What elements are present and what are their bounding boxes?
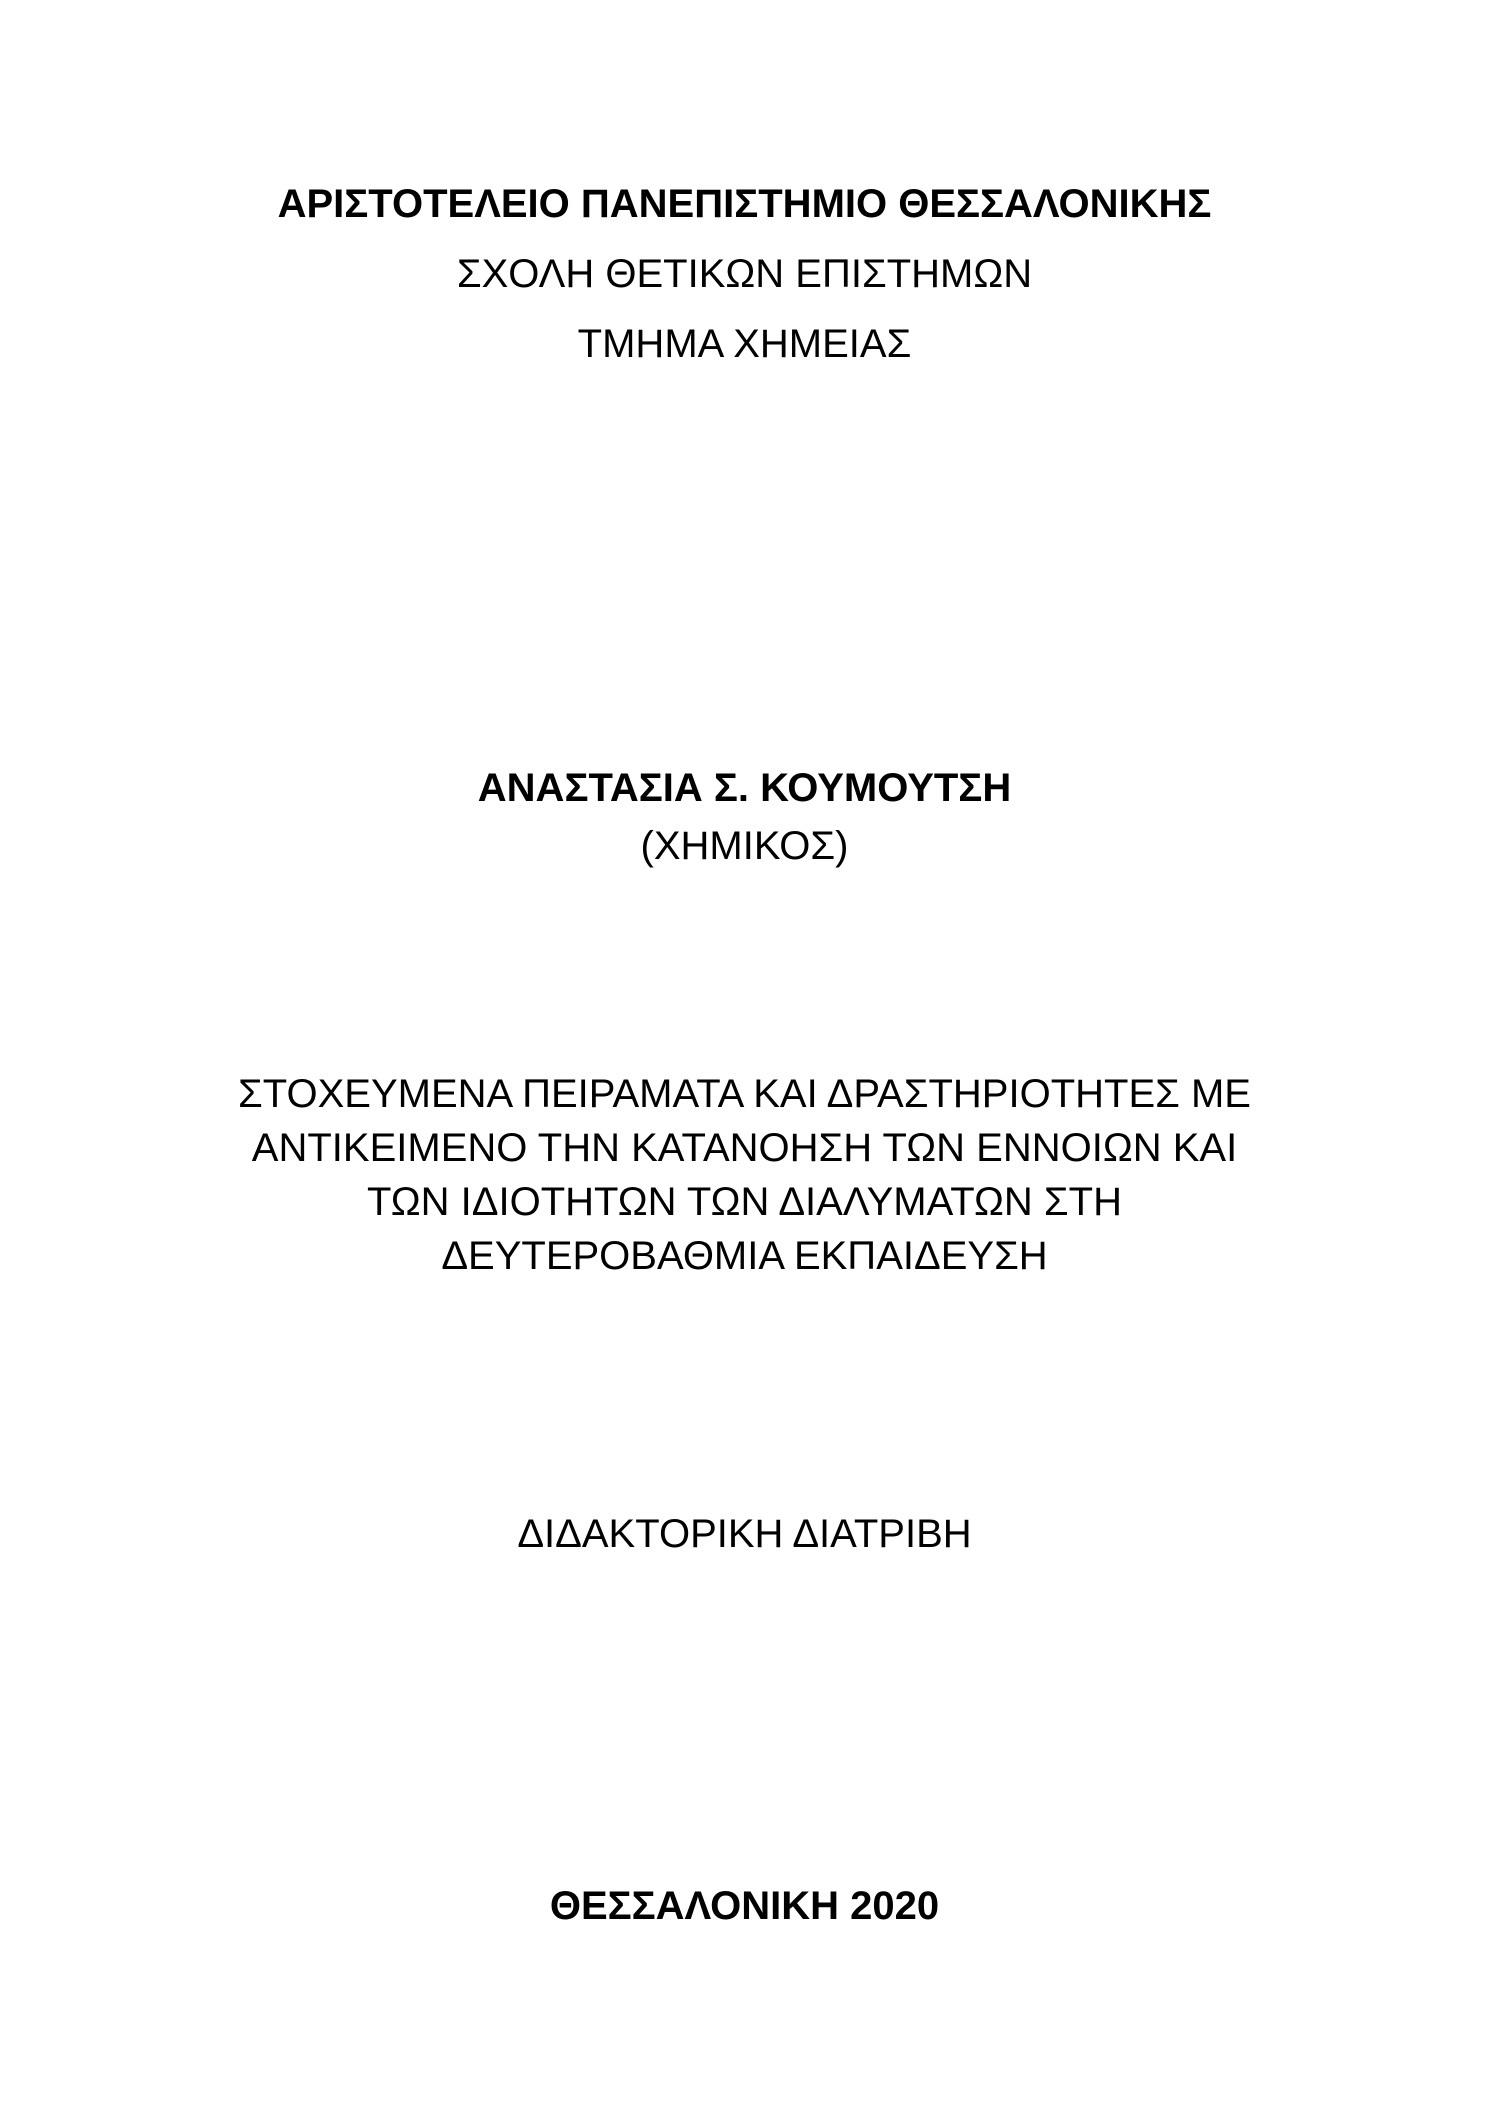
university-name: ΑΡΙΣΤΟΤΕΛΕΙΟ ΠΑΝΕΠΙΣΤΗΜΙΟ ΘΕΣΣΑΛΟΝΙΚΗΣ	[277, 182, 1212, 226]
place-and-year: ΘΕΣΣΑΛΟΝΙΚΗ 2020	[549, 1884, 940, 1928]
author-name: ΑΝΑΣΤΑΣΙΑ Σ. ΚΟΥΜΟΥΤΣΗ	[477, 766, 1012, 810]
school-name: ΣΧΟΛΗ ΘΕΤΙΚΩΝ ΕΠΙΣΤΗΜΩΝ	[456, 252, 1033, 296]
author-profession: (ΧΗΜΙΚΟΣ)	[640, 824, 849, 868]
document-type: ΔΙΔΑΚΤΟΡΙΚΗ ΔΙΑΤΡΙΒΗ	[517, 1512, 972, 1556]
thesis-title-line: ΔΕΥΤΕΡΟΒΑΘΜΙΑ ΕΚΠΑΙΔΕΥΣΗ	[441, 1234, 1048, 1278]
department-name: ΤΜΗΜΑ ΧΗΜΕΙΑΣ	[577, 322, 912, 366]
thesis-title-line: ΣΤΟΧΕΥΜΕΝΑ ΠΕΙΡΑΜΑΤΑ ΚΑΙ ΔΡΑΣΤΗΡΙΟΤΗΤΕΣ ΜΕ	[238, 1072, 1251, 1116]
thesis-title-line: ΑΝΤΙΚΕΙΜΕΝΟ ΤΗΝ ΚΑΤΑΝΟΗΣΗ ΤΩΝ ΕΝΝΟΙΩΝ ΚΑΙ	[251, 1126, 1238, 1170]
thesis-title-line: ΤΩΝ ΙΔΙΟΤΗΤΩΝ ΤΩΝ ΔΙΑΛΥΜΑΤΩΝ ΣΤΗ	[367, 1180, 1122, 1224]
